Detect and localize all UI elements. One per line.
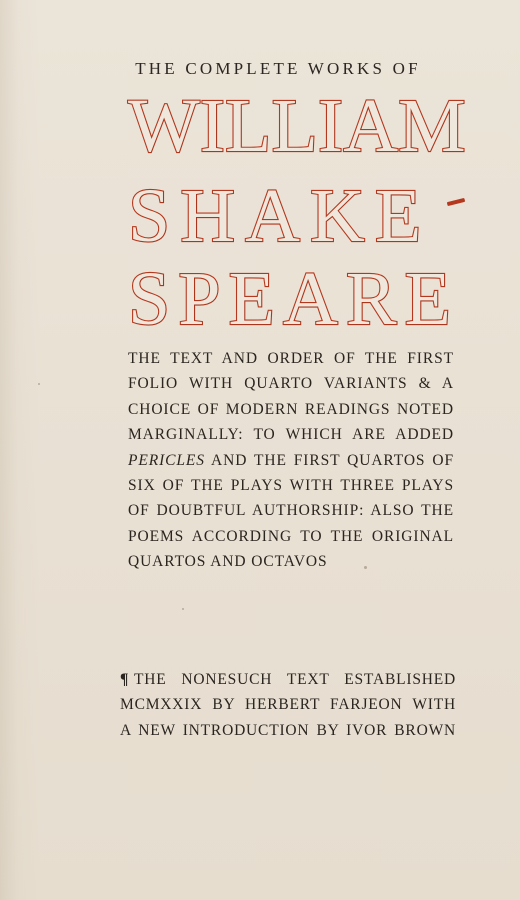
paper-speck <box>182 608 184 610</box>
pilcrow-icon: ¶ <box>120 671 130 688</box>
colophon-line <box>120 667 456 692</box>
title-line-shake: SHAKE <box>128 174 432 258</box>
colophon-line: A NEW INTRODUCTION BY IVOR BROWN <box>120 721 456 739</box>
description-line: QUARTOS AND OCTAVOS <box>128 553 328 571</box>
description-line: FOLIO WITH QUARTO VARIANTS & A <box>128 375 454 393</box>
pericles-title: PERICLES <box>128 451 205 469</box>
title-line-william: WILLIAM <box>128 84 466 168</box>
description-line: THE TEXT AND ORDER OF THE FIRST <box>128 350 454 367</box>
description-line <box>128 448 454 473</box>
title-line-speare: SPEARE <box>128 257 459 341</box>
title-kicker: THE COMPLETE WORKS OF <box>135 59 421 78</box>
colophon-line-text: THE NONESUCH TEXT ESTABLISHED <box>134 671 456 688</box>
description-line-rest: AND THE FIRST QUARTOS OF <box>204 451 454 469</box>
description-line: MARGINALLY: TO WHICH ARE ADDED <box>128 426 454 444</box>
description-line: SIX OF THE PLAYS WITH THREE PLAYS <box>128 476 454 494</box>
colophon-line: MCMXXIX BY HERBERT FARJEON WITH <box>120 696 456 714</box>
description-line: POEMS ACCORDING TO THE ORIGINAL <box>128 527 454 545</box>
description-block <box>128 346 454 575</box>
paper-speck <box>38 383 40 385</box>
description-line: CHOICE OF MODERN READINGS NOTED <box>128 400 454 418</box>
paper-speck <box>364 566 367 569</box>
colophon-block <box>120 667 456 743</box>
description-line: OF DOUBTFUL AUTHORSHIP: ALSO THE <box>128 502 454 520</box>
